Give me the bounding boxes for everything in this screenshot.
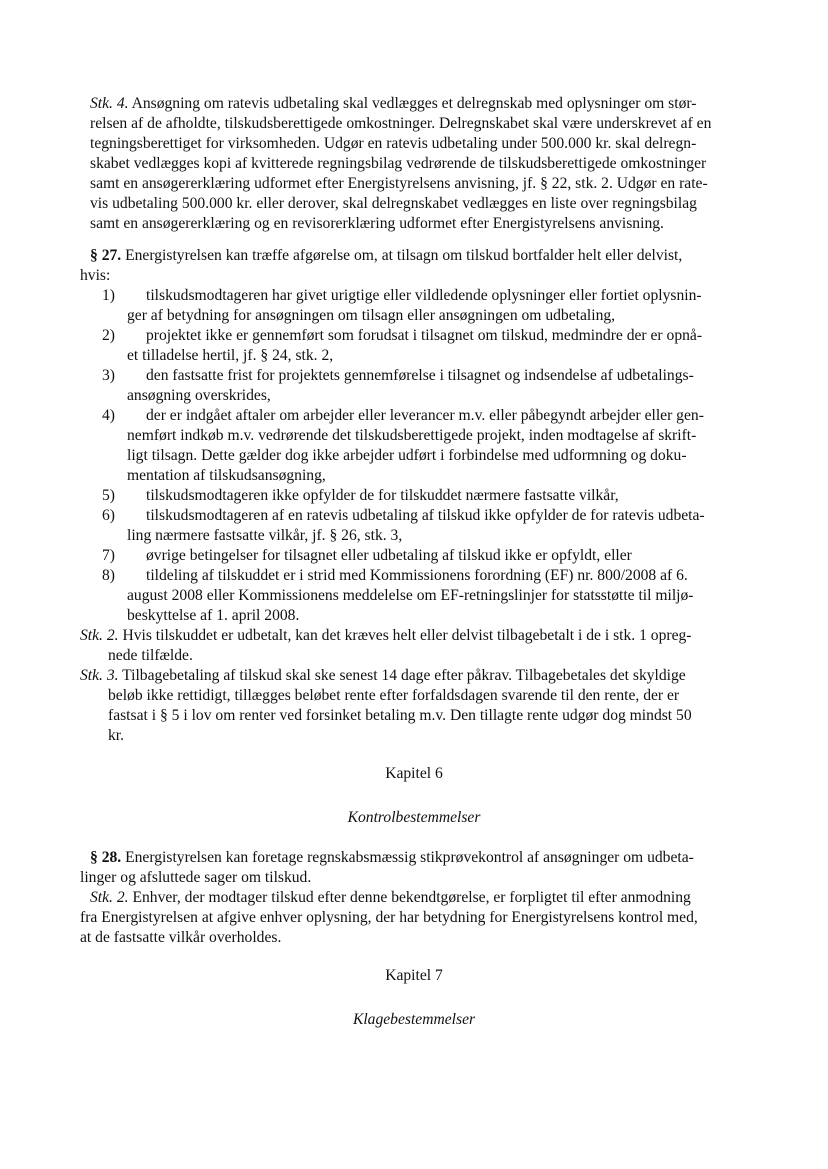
- list-item-line: tilskudsmodtageren af en ratevis udbetaling af tilskud ikke opfylder de for ratevis udbeta-: [146, 507, 705, 524]
- s28-stk2-line-2: fra Energistyrelsen at afgive enhver oplysning, der har betydning for Energistyrelsens kontrol med,: [80, 909, 698, 926]
- list-item-line: nemført indkøb m.v. vedrørende det tilskudsberettigede projekt, inden modtagelse af skrift-: [127, 427, 697, 444]
- s27-stk3-line-4: kr.: [108, 727, 125, 744]
- list-item-line: beskyttelse af 1. april 2008.: [127, 607, 300, 624]
- list-number: 6): [102, 507, 115, 524]
- list-item-line: august 2008 eller Kommissionens meddelelse om EF-retningslinjer for statsstøtte til miljø-: [127, 587, 694, 604]
- list-item-line: tilskudsmodtageren ikke opfylder de for tilskuddet nærmere fastsatte vilkår,: [146, 487, 619, 504]
- list-item-line: projektet ikke er gennemført som forudsat i tilsagnet om tilskud, medmindre der er opnå-: [146, 327, 703, 344]
- chapter-subtitle: Klagebestemmelser: [352, 1011, 476, 1028]
- s27-stk3-line-1: Stk. 3. Tilbagebetaling af tilskud skal ske senest 14 dage efter påkrav. Tilbagebetales det skyldige: [80, 667, 686, 684]
- s28-line-2: linger og afsluttede sager om tilskud.: [80, 869, 312, 886]
- stk-label: Stk. 4.: [90, 95, 129, 112]
- s28-stk2-line-1: Stk. 2. Enhver, der modtager tilskud efter denne bekendtgørelse, er forpligtet til efter anmodning: [90, 889, 691, 906]
- list-number: 8): [102, 567, 115, 584]
- list-item-line: tildeling af tilskuddet er i strid med Kommissionens forordning (EF) nr. 800/2008 af 6.: [146, 567, 688, 584]
- list-item-line: ger af betydning for ansøgningen om tilsagn eller ansøgningen om udbetaling,: [127, 307, 616, 324]
- s26-stk4-line-5: samt en ansøgererklæring udformet efter Energistyrelsens anvisning, jf. § 22, stk. 2. Udgør en rate-: [90, 175, 708, 192]
- s27-stk2-line-2: nede tilfælde.: [108, 647, 193, 664]
- section-heading: § 28.: [90, 849, 122, 866]
- s28-line-1: § 28. Energistyrelsen kan foretage regnskabsmæssig stikprøvekontrol af ansøgninger om udbeta-: [90, 849, 694, 866]
- s26-stk4-line-1: Stk. 4. Ansøgning om ratevis udbetaling skal vedlægges et delregnskab med oplysninger om stør-: [90, 95, 697, 112]
- list-item-line: ling nærmere fastsatte vilkår, jf. § 26, stk. 3,: [127, 527, 403, 544]
- list-item-line: et tilladelse hertil, jf. § 24, stk. 2,: [127, 347, 334, 364]
- list-item-line: den fastsatte frist for projektets gennemførelse i tilsagnet og indsendelse af udbetalings-: [146, 367, 694, 384]
- s27-stk3-line-3: fastsat i § 5 i lov om renter ved forsinket betaling m.v. Den tillagte rente udgør dog mindst 50: [108, 707, 692, 724]
- list-number: 3): [102, 367, 115, 384]
- list-number: 7): [102, 547, 115, 564]
- stk-label: Stk. 3.: [80, 667, 119, 684]
- list-item-line: der er indgået aftaler om arbejder eller leverancer m.v. eller påbegyndt arbejder eller gen-: [146, 407, 704, 424]
- s26-stk4-line-4: skabet vedlægges kopi af kvitterede regningsbilag vedrørende de tilskudsberettigede omkostninger: [90, 155, 707, 172]
- chapter-title: Kapitel 7: [385, 967, 443, 984]
- s26-stk4-line-6: vis udbetaling 500.000 kr. eller derover, skal delregnskabet vedlægges en liste over regningsbilag: [90, 195, 697, 212]
- s26-stk4-line-2: relsen af de afholdte, tilskudsberettigede omkostninger. Delregnskabet skal være underskrevet af en: [90, 115, 712, 132]
- s27-intro-line-2: hvis:: [80, 267, 111, 284]
- s27-stk3-line-2: beløb ikke rettidigt, tillægges beløbet rente efter forfaldsdagen svarende til den rente, der er: [108, 687, 680, 704]
- s26-stk4-line-3: tegningsberettiget for virksomheden. Udgør en ratevis udbetaling under 500.000 kr. skal delregn-: [90, 135, 697, 152]
- s27-intro-line-1: § 27. Energistyrelsen kan træffe afgørelse om, at tilsagn om tilskud bortfalder helt eller delvist,: [90, 247, 683, 264]
- list-item-line: ligt tilsagn. Dette gælder dog ikke arbejder udført i forbindelse med udformning og doku-: [127, 447, 687, 464]
- list-number: 4): [102, 407, 115, 424]
- list-item-line: øvrige betingelser for tilsagnet eller udbetaling af tilskud ikke er opfyldt, eller: [146, 547, 632, 564]
- list-number: 2): [102, 327, 115, 344]
- chapter-title: Kapitel 6: [385, 765, 443, 782]
- list-item-line: ansøgning overskrides,: [127, 387, 271, 404]
- section-heading: § 27.: [90, 247, 122, 264]
- chapter-subtitle: Kontrolbestemmelser: [347, 809, 481, 826]
- s28-stk2-line-3: at de fastsatte vilkår overholdes.: [80, 929, 282, 946]
- list-item-line: tilskudsmodtageren har givet urigtige eller vildledende oplysninger eller fortiet oplysnin-: [146, 287, 702, 304]
- s27-stk2-line-1: Stk. 2. Hvis tilskuddet er udbetalt, kan det kræves helt eller delvist tilbagebetalt i de i stk. 1 opreg-: [80, 627, 692, 644]
- list-number: 1): [102, 287, 115, 304]
- s26-stk4-line-7: samt en ansøgererklæring og en revisorerklæring udformet efter Energistyrelsens anvisning.: [90, 215, 664, 232]
- stk-label: Stk. 2.: [80, 627, 119, 644]
- list-item-line: mentation af tilskudsansøgning,: [127, 467, 326, 484]
- stk-label: Stk. 2.: [90, 889, 129, 906]
- list-number: 5): [102, 487, 115, 504]
